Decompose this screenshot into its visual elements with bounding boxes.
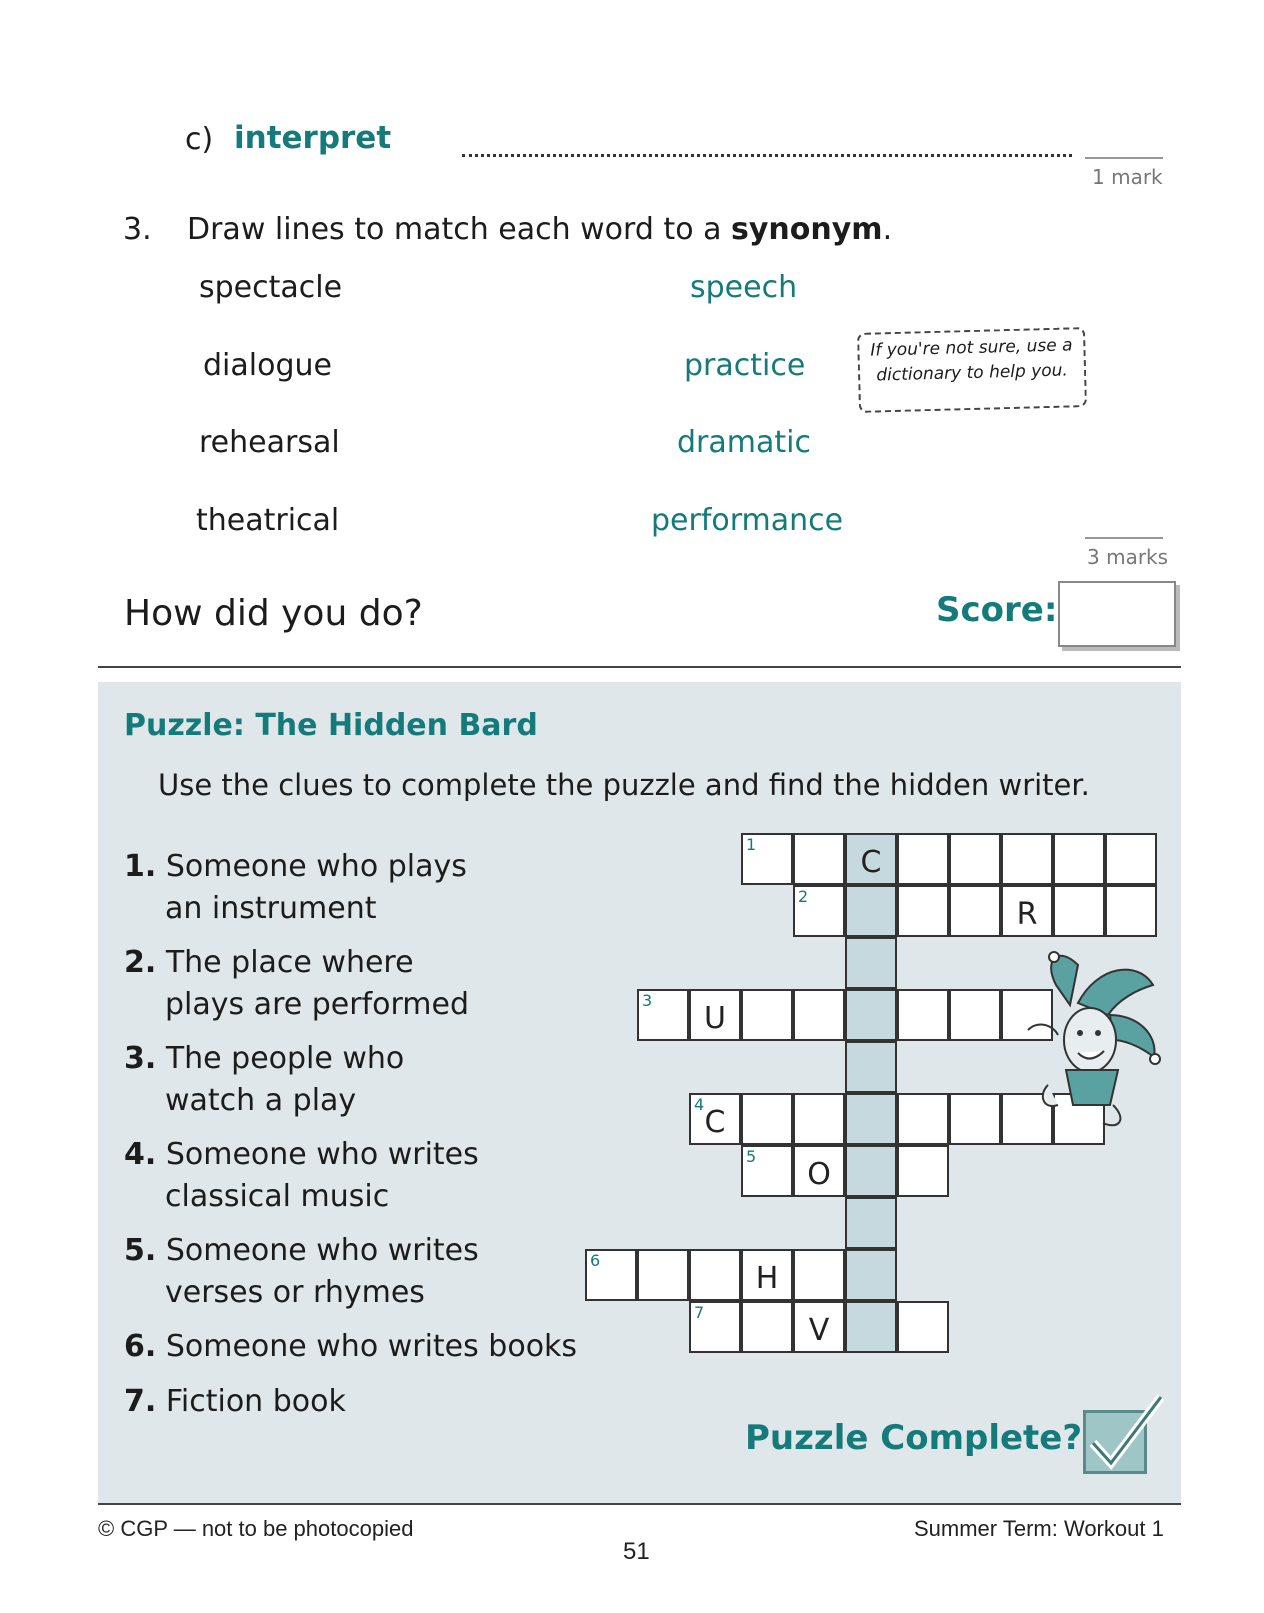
crossword-cell[interactable] bbox=[845, 1041, 897, 1093]
crossword-cell[interactable] bbox=[845, 1145, 897, 1197]
crossword-cell[interactable] bbox=[741, 1145, 793, 1197]
dictionary-tip: If you're not sure, use a dictionary to help you. bbox=[857, 327, 1087, 413]
clue-2: 2. The place where plays are performed bbox=[124, 945, 470, 1022]
crossword-cell[interactable] bbox=[1105, 833, 1157, 885]
mark-value-3: 3 marks bbox=[1087, 545, 1169, 569]
crossword-cell[interactable] bbox=[1001, 885, 1053, 937]
page-number: 51 bbox=[623, 1538, 650, 1565]
crossword-cell[interactable] bbox=[793, 885, 845, 937]
clue-3: 3. The people who watch a play bbox=[124, 1041, 405, 1118]
clue-number: 3 bbox=[642, 991, 653, 1010]
crossword-cell[interactable] bbox=[689, 1249, 741, 1301]
crossword-cell[interactable] bbox=[845, 937, 897, 989]
crossword-cell[interactable] bbox=[1001, 833, 1053, 885]
puzzle-title: Puzzle: The Hidden Bard bbox=[124, 708, 538, 743]
crossword-cell[interactable] bbox=[1053, 833, 1105, 885]
given-letter: H bbox=[755, 1261, 779, 1296]
question-2c-label: c) bbox=[185, 122, 214, 157]
crossword-cell[interactable] bbox=[741, 1093, 793, 1145]
how-did-you-do-heading: How did you do? bbox=[124, 593, 423, 634]
crossword-cell[interactable] bbox=[845, 1249, 897, 1301]
crossword-cell[interactable] bbox=[845, 1197, 897, 1249]
left-word[interactable]: rehearsal bbox=[199, 425, 340, 460]
crossword-cell[interactable] bbox=[949, 833, 1001, 885]
crossword-cell[interactable] bbox=[689, 989, 741, 1041]
clue-6: 6. Someone who writes books bbox=[124, 1329, 578, 1364]
clue-number: 6 bbox=[590, 1251, 601, 1270]
crossword-cell[interactable] bbox=[897, 833, 949, 885]
crossword-cell[interactable] bbox=[949, 885, 1001, 937]
crossword-cell[interactable] bbox=[897, 1301, 949, 1353]
question-2c-word: interpret bbox=[234, 120, 392, 156]
given-letter: C bbox=[704, 1105, 726, 1140]
crossword-cell[interactable] bbox=[741, 1249, 793, 1301]
clue-list bbox=[124, 846, 584, 1423]
check-mark-icon bbox=[1083, 1391, 1165, 1473]
crossword-cell[interactable] bbox=[793, 1301, 845, 1353]
jester-illustration bbox=[1018, 945, 1168, 1135]
clue-number: 7 bbox=[694, 1303, 705, 1322]
crossword-cell[interactable] bbox=[793, 1145, 845, 1197]
crossword-cell[interactable] bbox=[793, 989, 845, 1041]
crossword-cell[interactable] bbox=[845, 833, 897, 885]
clue-1: 1. Someone who plays an instrument bbox=[124, 849, 467, 926]
footer-copyright: © CGP — not to be photocopied bbox=[98, 1516, 414, 1541]
crossword-cell[interactable] bbox=[949, 989, 1001, 1041]
crossword-cell[interactable] bbox=[845, 989, 897, 1041]
question-3-prompt: Draw lines to match each word to a synonym. bbox=[187, 212, 893, 247]
clue-number: 2 bbox=[798, 887, 809, 906]
given-letter: V bbox=[808, 1313, 830, 1348]
crossword-cell[interactable] bbox=[585, 1249, 637, 1301]
left-word[interactable]: spectacle bbox=[199, 270, 343, 305]
left-word[interactable]: dialogue bbox=[203, 348, 332, 383]
given-letter: O bbox=[807, 1157, 831, 1192]
crossword-cell[interactable] bbox=[637, 1249, 689, 1301]
puzzle-instructions: Use the clues to complete the puzzle and find the hidden writer. bbox=[158, 768, 1090, 802]
crossword-cell[interactable] bbox=[897, 1093, 949, 1145]
crossword-cell[interactable] bbox=[1105, 885, 1157, 937]
footer-divider bbox=[98, 1503, 1181, 1505]
score-label: Score: bbox=[936, 590, 1058, 630]
right-word[interactable]: practice bbox=[684, 348, 806, 383]
crossword-cell[interactable] bbox=[845, 1093, 897, 1145]
crossword-cell[interactable] bbox=[845, 885, 897, 937]
mark-divider bbox=[1085, 157, 1163, 159]
clue-number: 5 bbox=[746, 1147, 757, 1166]
crossword-cell[interactable] bbox=[845, 1301, 897, 1353]
right-word[interactable]: speech bbox=[690, 270, 798, 305]
crossword-cell[interactable] bbox=[741, 1301, 793, 1353]
answer-line-2c[interactable] bbox=[462, 152, 1072, 157]
score-box[interactable] bbox=[1058, 581, 1176, 647]
clue-number: 4 bbox=[694, 1095, 705, 1114]
crossword-cell[interactable] bbox=[741, 989, 793, 1041]
crossword-cell[interactable] bbox=[689, 1301, 741, 1353]
crossword-cell[interactable] bbox=[897, 989, 949, 1041]
given-letter: R bbox=[1016, 897, 1038, 932]
mark-divider bbox=[1085, 537, 1163, 539]
question-3-number: 3. bbox=[123, 212, 152, 247]
section-divider bbox=[98, 666, 1181, 668]
right-word[interactable]: performance bbox=[651, 503, 844, 538]
crossword-cell[interactable] bbox=[897, 1145, 949, 1197]
crossword-cell[interactable] bbox=[793, 1093, 845, 1145]
crossword-cell[interactable] bbox=[793, 833, 845, 885]
clue-7: 7. Fiction book bbox=[124, 1384, 346, 1419]
footer-section: Summer Term: Workout 1 bbox=[914, 1516, 1164, 1541]
right-word[interactable]: dramatic bbox=[677, 425, 811, 460]
given-letter: C bbox=[860, 845, 882, 880]
clue-4: 4. Someone who writes classical music bbox=[124, 1137, 479, 1214]
puzzle-complete-checkbox[interactable] bbox=[1083, 1410, 1147, 1474]
crossword-cell[interactable] bbox=[793, 1249, 845, 1301]
mark-value-2c: 1 mark bbox=[1092, 165, 1163, 189]
crossword-cell[interactable] bbox=[949, 1093, 1001, 1145]
crossword-cell[interactable] bbox=[689, 1093, 741, 1145]
crossword-cell[interactable] bbox=[897, 885, 949, 937]
clue-5: 5. Someone who writes verses or rhymes bbox=[124, 1233, 479, 1310]
puzzle-complete-label: Puzzle Complete? bbox=[745, 1418, 1083, 1458]
crossword-cell[interactable] bbox=[741, 833, 793, 885]
crossword-cell[interactable] bbox=[637, 989, 689, 1041]
left-word[interactable]: theatrical bbox=[196, 503, 340, 538]
given-letter: U bbox=[704, 1001, 726, 1036]
crossword-cell[interactable] bbox=[1053, 885, 1105, 937]
clue-number: 1 bbox=[746, 835, 757, 854]
